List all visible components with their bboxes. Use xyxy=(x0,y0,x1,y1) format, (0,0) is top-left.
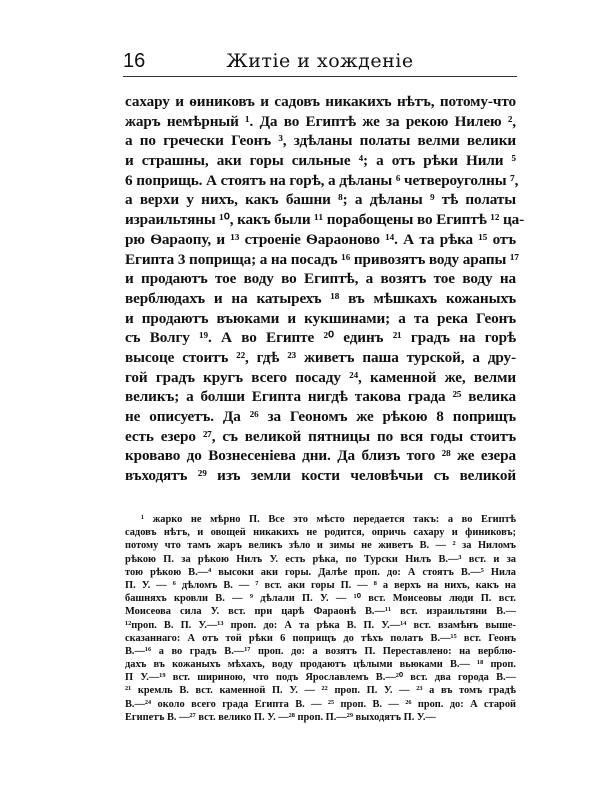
text-line: съ Волгу ¹⁹. А во Египте ²⁰ единъ ²¹ градъ на горѣ xyxy=(125,329,516,347)
text-line: и продаютъ тое воду во Египтѣ, а возятъ тое воду на xyxy=(125,270,516,288)
text-line: кроваво до Вознесеніева дни. Да близъ того ²⁸ же езера xyxy=(125,447,516,465)
footnote-line: сказаннаго: А отъ той рѣки 6 поприщъ до тѣхъ полатъ В.—¹⁵ вст. Геонъ xyxy=(125,632,516,644)
footnote-line: ¹ жарко не мѣрно П. Все это мѣсто передается такъ: а во Египтѣ xyxy=(141,514,516,525)
footnote-line: потому что тамъ жаръ великъ зѣло и зимы не живетъ В. — ² за Ниломъ xyxy=(125,540,516,552)
text-line: рю Ѳараопу, и ¹³ строеніе Ѳараоново ¹⁴. А та рѣка ¹⁵ отъ xyxy=(125,230,516,248)
main-text xyxy=(125,92,525,486)
text-line: есть езеро ²⁷, съ великой пятницы по вся годы стоитъ xyxy=(125,427,516,445)
text-line: гой градъ кругъ всего посаду ²⁴, каменной же, велми xyxy=(125,368,516,386)
footnote-line: ¹²проп. В. П. У.—¹³ проп. до: А та рѣка В. П. У.—¹⁴ вст. взамѣнъ выше- xyxy=(125,619,516,631)
footnote-line: башняхъ кровли В. — ⁹ дѣлали П. У. — ¹⁰ вст. Моисеовы люди П. вст. xyxy=(125,593,516,605)
text-line: и продаютъ въюками и кукшинами; а та река Геонъ xyxy=(125,309,516,327)
footnote-line: дахъ въ кожаныхъ мѣхахъ, воду продаютъ цѣлыми вьюками В.— ¹⁸ проп. xyxy=(125,659,516,671)
footnote-line: Египетъ В. —²⁷ вст. велико П. У. —²⁸ проп. П.—²⁹ выходятъ П. У.— xyxy=(125,711,436,723)
text-line: жаръ немѣрный ¹. Да во Египтѣ же за рекою Нилею ², xyxy=(125,112,516,130)
footnote-line: ²¹ кремль В. вст. каменной П. У. — ²² проп. П. У. — ²³ а въ томъ градѣ xyxy=(125,685,516,697)
page-number: 16 xyxy=(123,50,146,72)
running-header xyxy=(123,50,517,74)
running-title: Житіе и хожденіе xyxy=(226,50,414,72)
text-line: верблюдахъ и на катырехъ ¹⁸ въ мѣшкахъ кожаныхъ xyxy=(125,289,516,307)
footnote-line: П У.—¹⁹ вст. шириною, что подъ Ярославлемъ В.—²⁰ вст. два города В.— xyxy=(125,672,516,684)
footnote-line: Моисеова сила У. вст. при царѣ Фараонѣ В.—¹¹ вст. израильтяни В.— xyxy=(125,606,516,618)
footnote-line: В.—²⁴ около всего града Египта В. — ²⁵ проп. В. — ²⁶ проп. до: А старой xyxy=(125,698,516,710)
text-line: а верхи у нихъ, какъ башни ⁸; а дѣланы ⁹ тѣ полаты xyxy=(125,191,516,209)
footnote-line: В.—¹⁶ а во градъ В.—¹⁷ проп. до: а возятъ П. Переставлено: на верблю- xyxy=(125,645,516,657)
text-line: великъ; а болши Египта нигдѣ такова града ²⁵ велика xyxy=(125,388,516,406)
text-line: Египта 3 поприща; а на посадъ ¹⁶ привозятъ воду арапы ¹⁷ xyxy=(125,250,519,268)
footnote-line: рѣкою П. за рѣкою Нилъ У. есть рѣка, по Турски Нилъ В.—³ вст. и за xyxy=(125,553,516,565)
text-line: въходятъ ²⁹ изъ земли кости человѣчьи съ великой xyxy=(125,467,516,485)
footnote-line: П. У. — ⁶ дѣломъ В. — ⁷ вст. аки горы П. — ⁸ а верхъ на нихъ, какъ на xyxy=(125,579,516,591)
text-line: израильтяны ¹⁰, какъ были ¹¹ порабощены во Египтѣ ¹² ца- xyxy=(125,211,525,229)
footnote-line: садовъ нѣтъ, и овощей никакихъ не родится, опричь сахару и финиковъ; xyxy=(125,527,516,539)
header-rule xyxy=(123,76,517,77)
footnotes xyxy=(125,513,516,724)
text-line: и страшны, аки горы сильные ⁴; а отъ рѣки Нили ⁵ xyxy=(125,152,516,170)
text-line: 6 поприщь. А стоятъ на горѣ, а дѣланы ⁶ четвероуголны ⁷, xyxy=(125,171,519,189)
text-line: не описуетъ. Да ²⁶ за Геономъ же рѣкою 8 поприщъ xyxy=(125,408,516,425)
text-line: а по гречески Геонъ ³, здѣланы полаты велми велики xyxy=(125,132,516,150)
text-line: сахару и ѳиниковъ и садовъ никакихъ нѣтъ, потому-что xyxy=(125,93,516,110)
footnote-line: тою рѣкою В.—⁴ высоки аки горы. Далѣе проп. до: А стоятъ В.—⁵ Нила xyxy=(125,566,516,578)
text-line: высоце стоитъ ²², гдѣ ²³ живетъ паша турской, а дру- xyxy=(125,348,516,366)
